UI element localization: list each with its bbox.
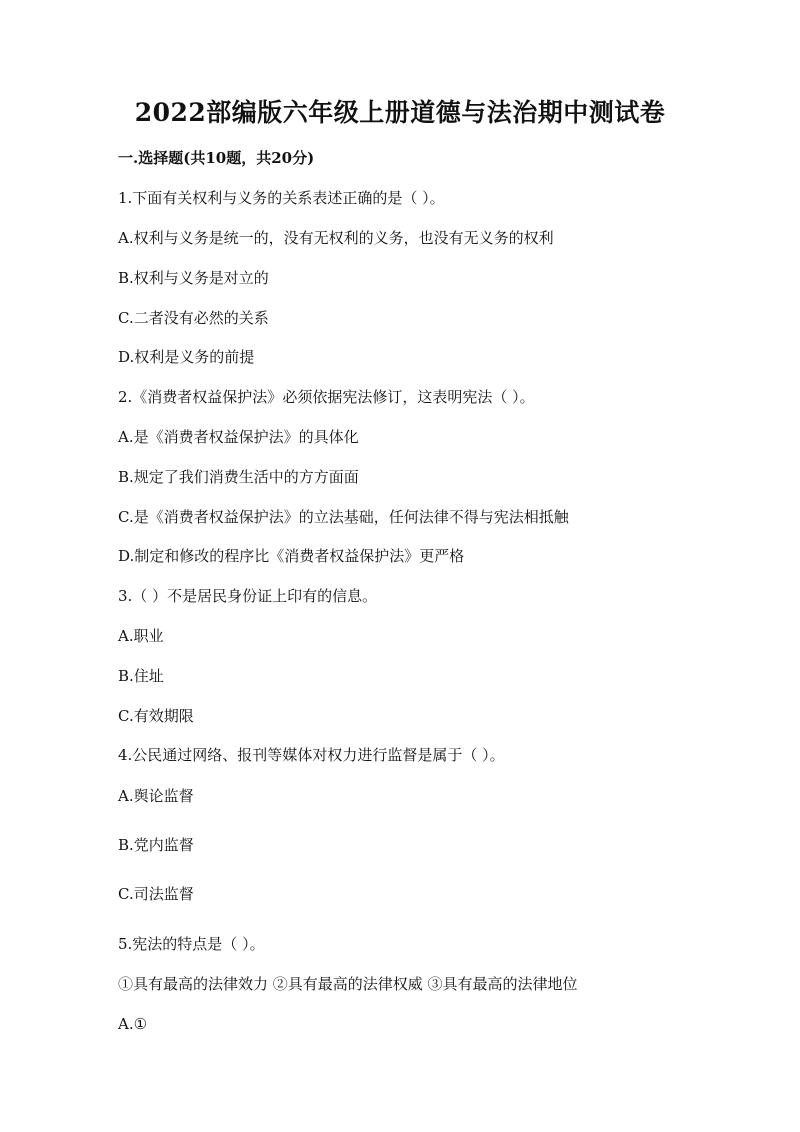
question-3: 3.（ ）不是居民身份证上印有的信息。 [118, 587, 378, 605]
question-2: 2.《消费者权益保护法》必须依据宪法修订，这表明宪法（ ）。 [118, 388, 535, 406]
q2-option-d: D.制定和修改的程序比《消费者权益保护法》更严格 [118, 547, 465, 565]
q5-statements: ①具有最高的法律效力 ②具有最高的法律权威 ③具有最高的法律地位 [118, 975, 578, 993]
q1-option-a: A.权利与义务是统一的，没有无权利的义务，也没有无义务的权利 [118, 229, 554, 247]
q1-option-d: D.权利是义务的前提 [118, 348, 255, 366]
q2-option-c: C.是《消费者权益保护法》的立法基础，任何法律不得与宪法相抵触 [118, 508, 569, 526]
q3-option-a: A.职业 [118, 627, 164, 645]
q1-option-c: C.二者没有必然的关系 [118, 309, 269, 327]
section-heading: 一.选择题(共10题，共20分) [118, 149, 315, 167]
q3-option-c: C.有效期限 [118, 707, 194, 725]
q5-option-a: A.① [118, 1015, 148, 1033]
page-title: 2022部编版六年级上册道德与法治期中测试卷 [134, 98, 666, 127]
q3-option-b: B.住址 [118, 667, 164, 685]
question-4: 4.公民通过网络、报刊等媒体对权力进行监督是属于（ ）。 [118, 746, 505, 764]
q2-option-a: A.是《消费者权益保护法》的具体化 [118, 428, 359, 446]
q2-option-b: B.规定了我们消费生活中的方方面面 [118, 468, 359, 486]
q1-option-b: B.权利与义务是对立的 [118, 269, 269, 287]
question-5: 5.宪法的特点是（ ）。 [118, 935, 265, 953]
question-1: 1.下面有关权利与义务的关系表述正确的是（ ）。 [118, 189, 445, 207]
q4-option-c: C.司法监督 [118, 885, 194, 903]
q4-option-b: B.党内监督 [118, 836, 194, 854]
q4-option-a: A.舆论监督 [118, 787, 194, 805]
